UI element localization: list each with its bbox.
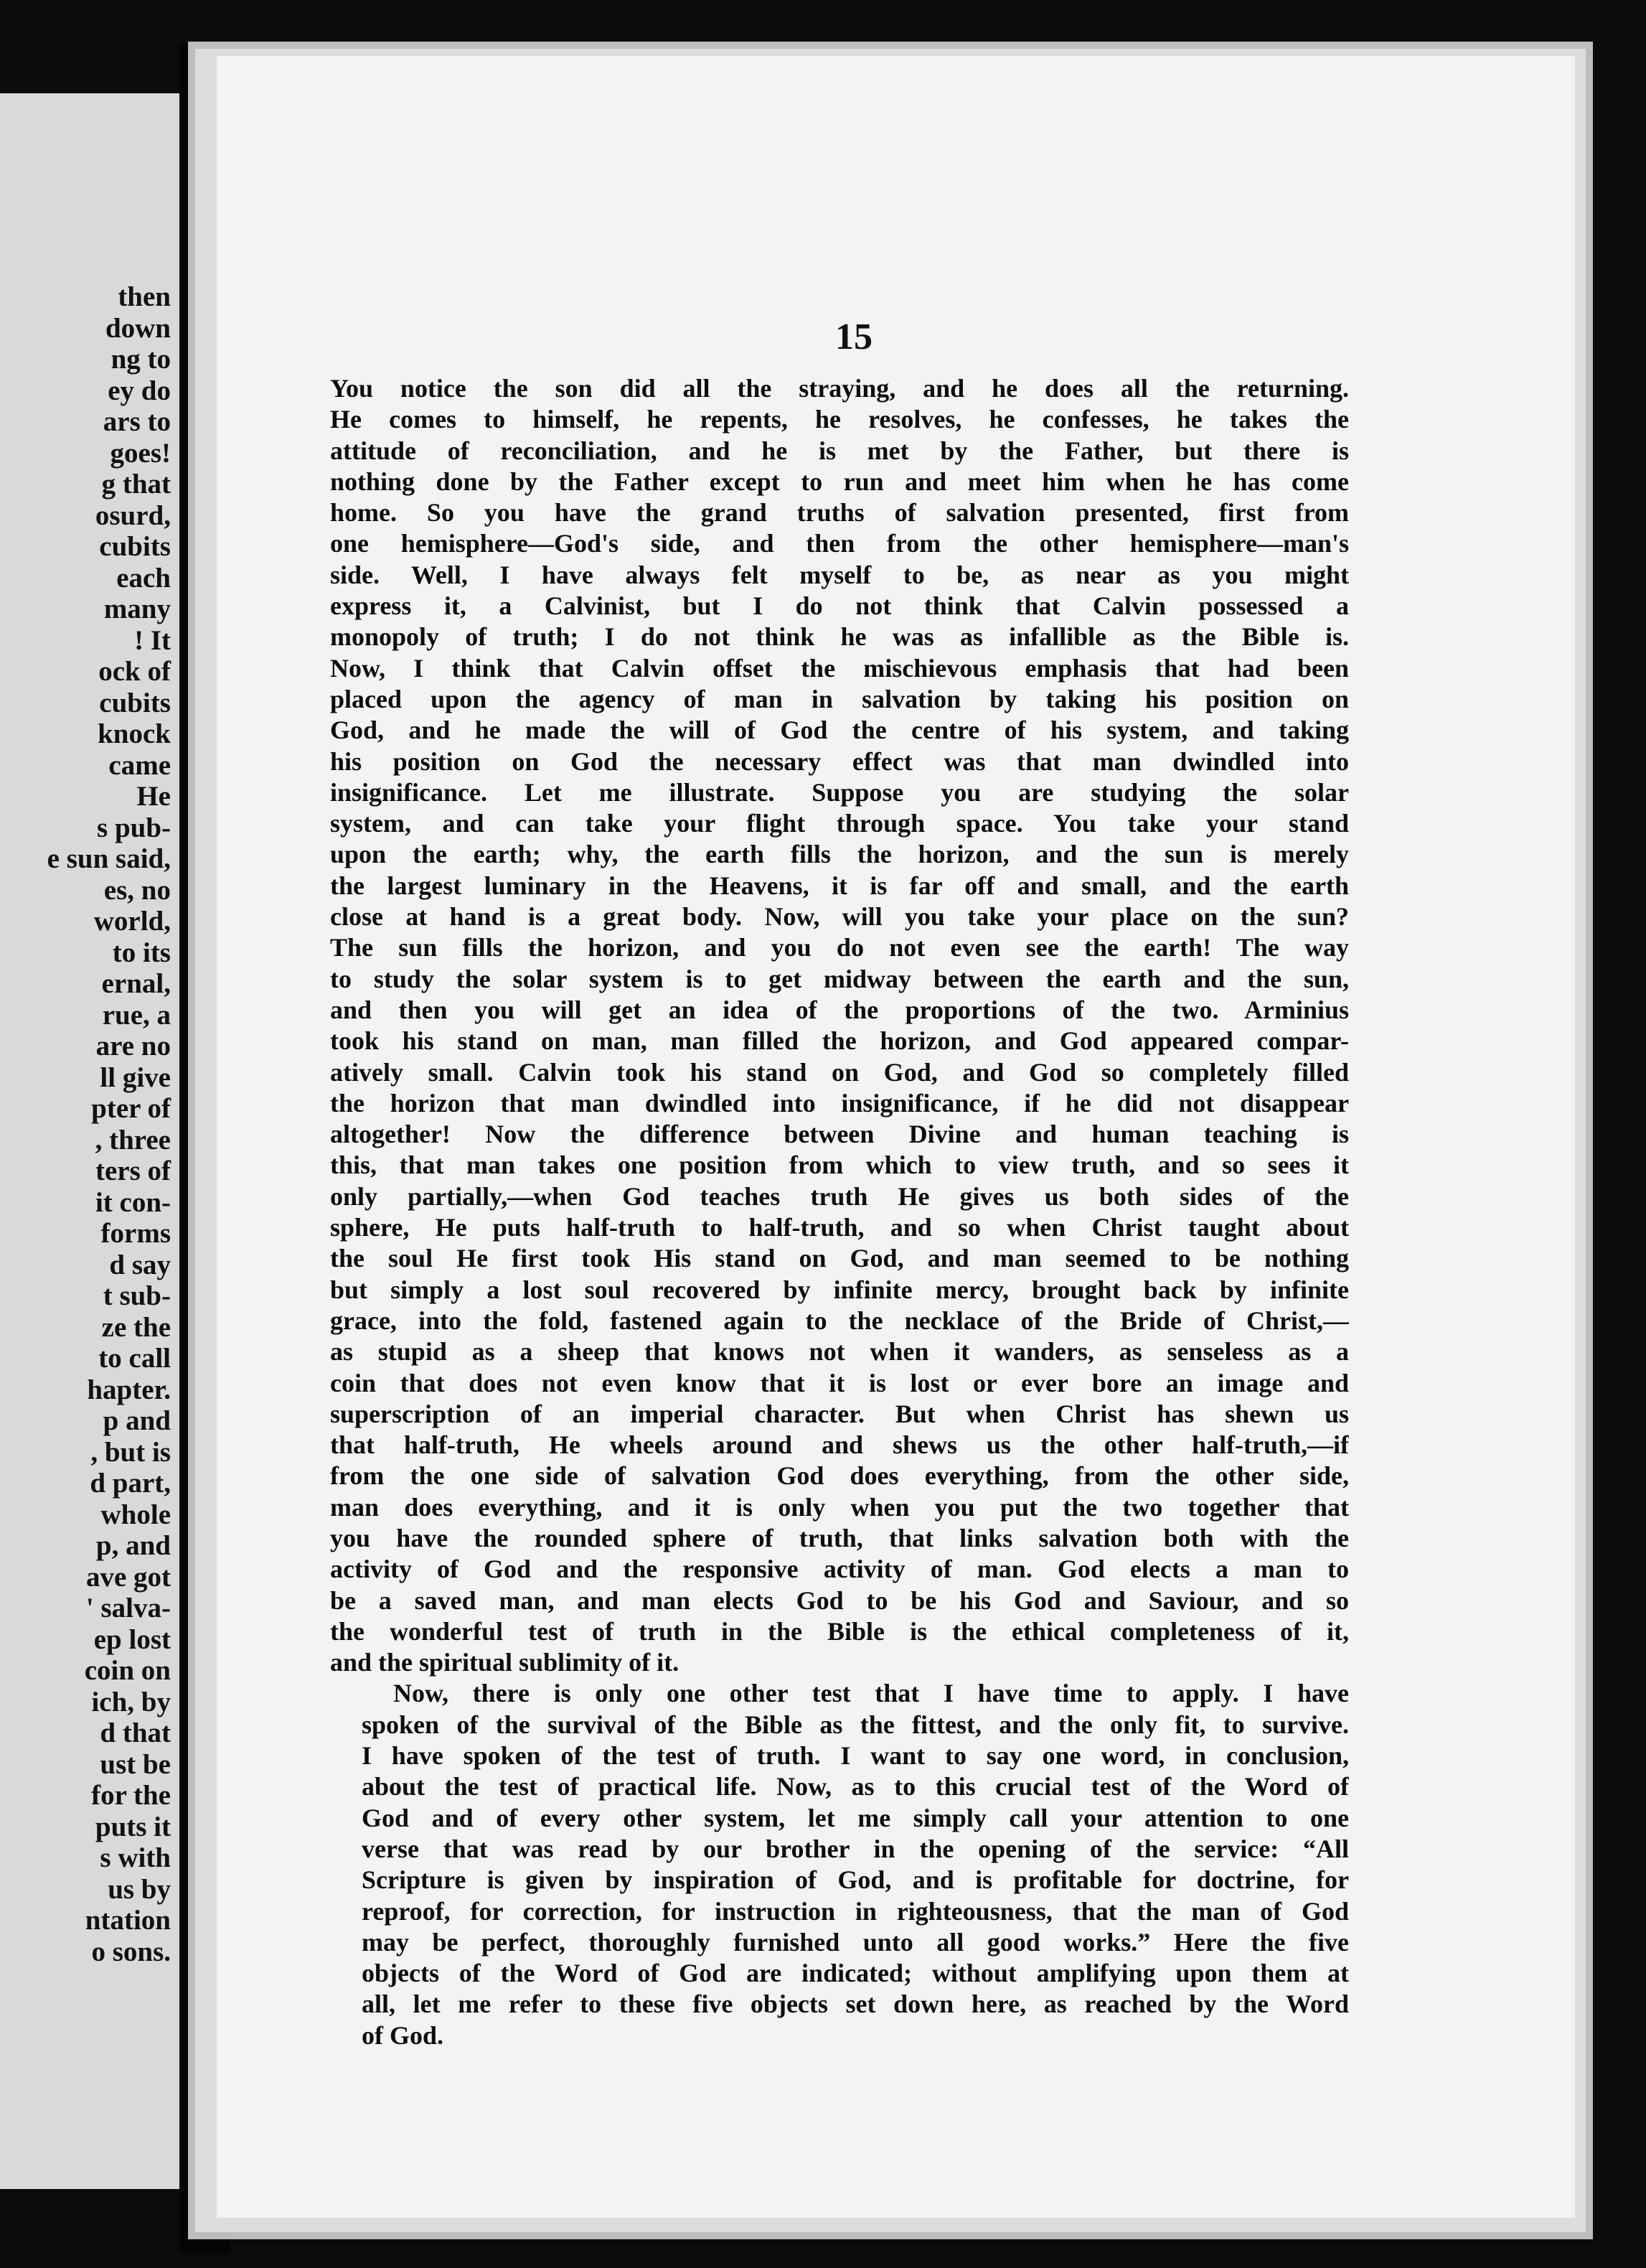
text-line: Now, there is only one other test that I have time to apply. I have xyxy=(393,1679,1349,1708)
text-line: God, and he made the will of God the centre of his system, and taking xyxy=(330,716,1349,745)
text-line: God and of every other system, let me simply call your attention to one xyxy=(362,1803,1349,1832)
facing-page-fragment: down xyxy=(105,312,171,344)
facing-page-fragment: to its xyxy=(112,937,171,968)
text-line: objects of the Word of God are indicated; without amplifying upon them at xyxy=(362,1959,1349,1988)
text-line: placed upon the agency of man in salvation by taking his position on xyxy=(330,684,1349,713)
facing-page-fragment: hapter. xyxy=(87,1374,171,1405)
facing-page-fragment: s with xyxy=(100,1842,171,1873)
text-line: about the test of practical life. Now, as to this crucial test of the Word of xyxy=(362,1772,1349,1801)
text-line: from the one side of salvation God does everything, from the other side, xyxy=(330,1461,1349,1491)
facing-page-fragment: ave got xyxy=(85,1561,171,1593)
text-line: and the spiritual sublimity of it. xyxy=(330,1648,679,1677)
facing-page-fragment: s pub- xyxy=(97,812,171,843)
facing-page-fragment: ll give xyxy=(100,1062,171,1093)
facing-page-fragment: for the xyxy=(91,1780,171,1811)
text-line: home. So you have the grand truths of salvation presented, first from xyxy=(330,498,1349,528)
facing-page-fragment: whole xyxy=(100,1499,171,1530)
facing-page-fragment: d part, xyxy=(90,1468,171,1499)
facing-page-fragment: p and xyxy=(103,1405,171,1436)
facing-page-fragment: ng to xyxy=(110,344,171,375)
text-line: grace, into the fold, fastened again to the necklace of the Bride of Christ,— xyxy=(330,1306,1349,1335)
text-line: man does everything, and it is only when you put the two together that xyxy=(330,1492,1349,1522)
text-line: Scripture is given by inspiration of God, and is profitable for doctrine, for xyxy=(362,1865,1349,1895)
facing-page-fragment: o sons. xyxy=(91,1936,171,1967)
text-line: the soul He first took His stand on God, and man seemed to be nothing xyxy=(330,1244,1349,1273)
facing-page-fragment: ! It xyxy=(134,624,171,656)
text-line: the wonderful test of truth in the Bible is the ethical completeness of it, xyxy=(330,1616,1349,1646)
page-body-text xyxy=(330,373,1349,2051)
facing-page-fragment: each xyxy=(116,562,171,594)
text-line: He comes to himself, he repents, he resolves, he confesses, he takes the xyxy=(330,405,1349,434)
text-line: express it, a Calvinist, but I do not think that Calvin possessed a xyxy=(330,591,1349,621)
facing-page-fragment: cubits xyxy=(99,531,171,562)
text-line: as stupid as a sheep that knows not when it wanders, as senseless as a xyxy=(330,1337,1349,1367)
paragraph xyxy=(330,1678,1349,2051)
facing-page-fragment: ze the xyxy=(101,1311,171,1343)
facing-page-fragment: world, xyxy=(93,906,171,937)
facing-page-fragment: He xyxy=(136,781,171,812)
facing-page-fragment: then xyxy=(118,281,171,312)
facing-page-fragment: g that xyxy=(101,469,171,500)
facing-page-fragment: puts it xyxy=(95,1811,171,1842)
facing-page-fragment: ep lost xyxy=(93,1623,171,1655)
facing-page-fragment: us by xyxy=(108,1873,171,1905)
facing-page-fragment: e sun said, xyxy=(47,843,171,874)
text-line: but simply a lost soul recovered by infinite mercy, brought back by infinite xyxy=(330,1275,1349,1304)
text-line: You notice the son did all the straying, and he does all the returning. xyxy=(330,374,1349,403)
facing-page-fragment: ters of xyxy=(95,1156,171,1186)
facing-page-fragment: ernal, xyxy=(101,968,171,999)
text-line: may be perfect, thoroughly furnished unto all good works.” Here the five xyxy=(362,1927,1349,1957)
text-line: this, that man takes one position from which to view truth, and so sees it xyxy=(330,1151,1349,1180)
text-line: superscription of an imperial character. But when Christ has shewn us xyxy=(330,1399,1349,1428)
text-line: Now, I think that Calvin offset the mischievous emphasis that had been xyxy=(330,653,1349,683)
facing-page-fragment: pter of xyxy=(91,1093,171,1124)
text-line: reproof, for correction, for instruction in righteousness, that the man of God xyxy=(362,1896,1349,1926)
text-line: nothing done by the Father except to run and meet him when he has come xyxy=(330,467,1349,496)
facing-page-fragment: it con- xyxy=(95,1186,171,1218)
text-line: his position on God the necessary effect was that man dwindled into xyxy=(330,746,1349,776)
text-line: sphere, He puts half-truth to half-truth, and so when Christ taught about xyxy=(330,1213,1349,1242)
facing-page-fragment: many xyxy=(103,594,171,624)
facing-page-fragment: cubits xyxy=(99,687,171,718)
facing-page-fragment: ntation xyxy=(85,1905,171,1936)
facing-page-fragment: , three xyxy=(95,1124,171,1156)
facing-page-fragment: ey do xyxy=(108,375,171,406)
text-line: be a saved man, and man elects God to be his God and Saviour, and so xyxy=(330,1585,1349,1615)
text-line: one hemisphere—God's side, and then from the other hemisphere—man's xyxy=(330,529,1349,558)
facing-page-fragment: , but is xyxy=(90,1436,171,1468)
text-line: the horizon that man dwindled into insignificance, if he did not disappear xyxy=(330,1088,1349,1117)
facing-page-fragment: d say xyxy=(109,1249,171,1280)
text-line: verse that was read by our brother in the opening of the service: “All xyxy=(362,1834,1349,1863)
text-line: I have spoken of the test of truth. I want to say one word, in conclusion, xyxy=(362,1741,1349,1771)
text-line: only partially,—when God teaches truth He gives us both sides of the xyxy=(330,1181,1349,1211)
facing-page-fragment: goes! xyxy=(110,437,171,469)
facing-page-fragment: ock of xyxy=(98,656,171,687)
text-line: spoken of the survival of the Bible as the fittest, and the only fit, to survive. xyxy=(362,1710,1349,1739)
text-line: coin that does not even know that it is lost or ever bore an image and xyxy=(330,1368,1349,1397)
facing-page-fragment: ars to xyxy=(103,406,171,437)
text-line: monopoly of truth; I do not think he was as infallible as the Bible is. xyxy=(330,622,1349,652)
facing-page-fragment: d that xyxy=(100,1718,171,1748)
text-line: took his stand on man, man filled the horizon, and God appeared compar- xyxy=(330,1026,1349,1056)
text-line: The sun fills the horizon, and you do not even see the earth! The way xyxy=(330,933,1349,962)
facing-page-fragment: ' salva- xyxy=(85,1593,171,1623)
facing-page-fragment: t sub- xyxy=(103,1280,171,1311)
text-line: side. Well, I have always felt myself to be, as near as you might xyxy=(330,560,1349,589)
paragraph xyxy=(330,373,1349,1678)
facing-page-fragment: coin on xyxy=(84,1655,171,1686)
text-line: activity of God and the responsive activity of man. God elects a man to xyxy=(330,1555,1349,1584)
text-line: atively small. Calvin took his stand on God, and God so completely filled xyxy=(330,1057,1349,1087)
text-line: the largest luminary in the Heavens, it is far off and small, and the earth xyxy=(330,871,1349,900)
page-number: 15 xyxy=(835,317,873,357)
facing-page-fragment: knock xyxy=(98,718,171,749)
text-line: and then you will get an idea of the proportions of the two. Arminius xyxy=(330,995,1349,1024)
facing-page-fragment: to call xyxy=(98,1343,171,1374)
facing-page-fragment: osurd, xyxy=(95,500,171,531)
facing-page-fragment: es, no xyxy=(103,874,171,906)
text-line: close at hand is a great body. Now, will you take your place on the sun? xyxy=(330,902,1349,932)
facing-page-fragment: came xyxy=(108,749,171,781)
text-line: altogether! Now the difference between Divine and human teaching is xyxy=(330,1120,1349,1149)
facing-page-edge xyxy=(0,93,184,2189)
text-line: you have the rounded sphere of truth, that links salvation both with the xyxy=(330,1523,1349,1552)
text-line: upon the earth; why, the earth fills the horizon, and the sun is merely xyxy=(330,840,1349,869)
text-line: all, let me refer to these five objects set down here, as reached by the Word xyxy=(362,1990,1349,2019)
facing-page-fragment: are no xyxy=(95,1031,171,1062)
text-line: attitude of reconciliation, and he is met by the Father, but there is xyxy=(330,436,1349,465)
facing-page-fragment: p, and xyxy=(95,1530,171,1561)
facing-page-fragment: ich, by xyxy=(91,1686,171,1718)
text-line: system, and can take your flight through space. You take your stand xyxy=(330,809,1349,838)
text-line: to study the solar system is to get midway between the earth and the sun, xyxy=(330,964,1349,993)
facing-page-fragment: rue, a xyxy=(102,999,171,1031)
facing-page-fragment: ust be xyxy=(100,1748,171,1780)
text-line: insignificance. Let me illustrate. Suppose you are studying the solar xyxy=(330,777,1349,807)
text-line: of God. xyxy=(362,2020,444,2050)
facing-page-fragment: forms xyxy=(100,1218,171,1249)
text-line: that half-truth, He wheels around and shews us the other half-truth,—if xyxy=(330,1430,1349,1460)
